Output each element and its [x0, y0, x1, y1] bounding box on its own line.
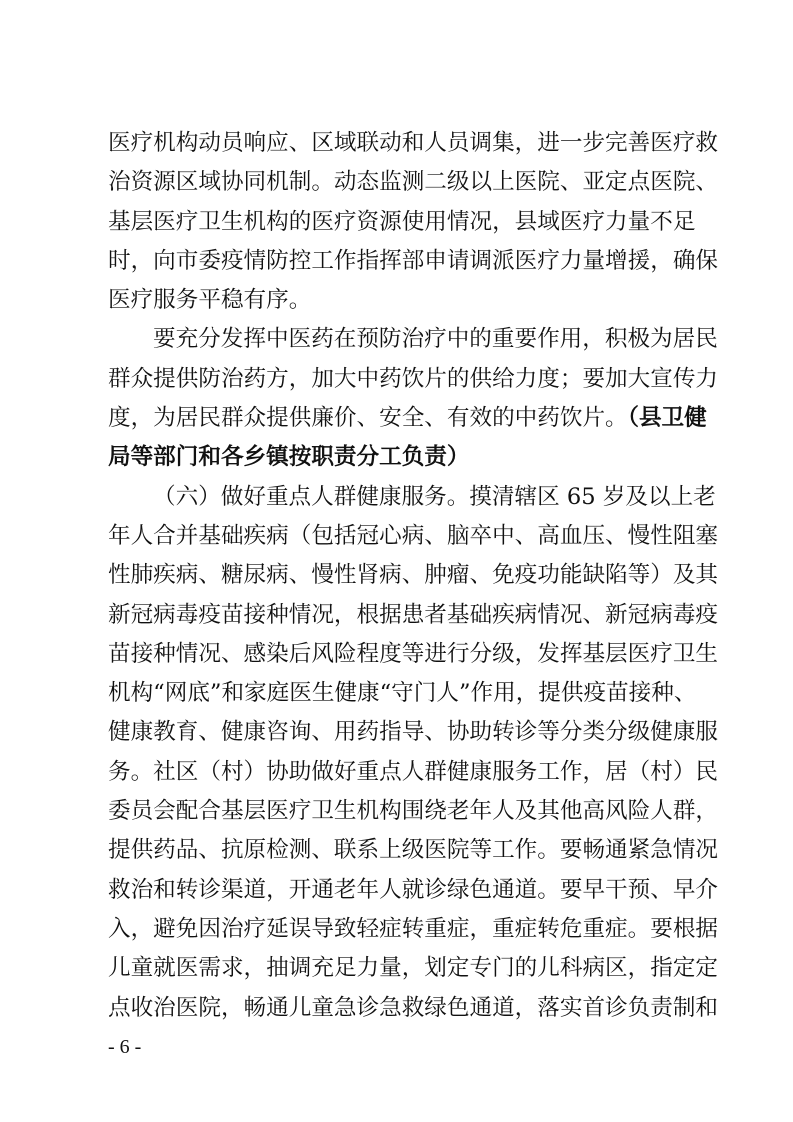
text-line: 年人合并基础疾病（包括冠心病、脑卒中、高血压、慢性阻塞: [108, 522, 719, 549]
text-line: 点收治医院，畅通儿童急诊急救绿色通道，落实首诊负责制和: [108, 994, 719, 1021]
text-line: 救治和转诊渠道，开通老年人就诊绿色通道。要早干预、早介: [108, 876, 719, 903]
text-line: 提供药品、抗原检测、联系上级医院等工作。要畅通紧急情况: [108, 837, 719, 864]
responsibility-note: 局等部门和各乡镇按职责分工负责）: [108, 444, 470, 471]
text-line-mixed: [108, 399, 707, 438]
text-line: 健康教育、健康咨询、用药指导、协助转诊等分类分级健康服: [108, 719, 719, 746]
text-line: 治资源区域协同机制。动态监测二级以上医院、亚定点医院、: [108, 169, 719, 196]
text-line: 医疗机构动员响应、区域联动和人员调集，进一步完善医疗救: [108, 130, 719, 156]
text-line: 机构“网底”和家庭医生健康“守门人”作用，提供疫苗接种、: [108, 680, 697, 707]
text-line: 医疗服务平稳有序。: [108, 287, 312, 314]
text-line: 务。社区（村）协助做好重点人群健康服务工作，居（村）民: [108, 758, 719, 785]
text-line: 要充分发挥中医药在预防治疗中的重要作用，积极为居民: [153, 326, 718, 353]
text-line: 性肺疾病、糖尿病、慢性肾病、肿瘤、免疫功能缺陷等）及其: [108, 562, 719, 589]
text-line: 群众提供防治药方，加大中药饮片的供给力度；要加大宣传力: [108, 365, 719, 392]
text-line: 儿童就医需求，抽调充足力量，划定专门的儿科病区，指定定: [108, 955, 719, 982]
responsibility-note: （县卫健: [627, 405, 707, 432]
text-segment: 度，为居民群众提供廉价、安全、有效的中药饮片。: [108, 405, 628, 432]
text-line: 入，避免因治疗延误导致轻症转重症，重症转危重症。要根据: [108, 915, 719, 942]
text-line: 委员会配合基层医疗卫生机构围绕老年人及其他高风险人群，: [108, 798, 719, 825]
section-heading-line: （六）做好重点人群健康服务。摸清辖区 65 岁及以上老: [153, 483, 716, 510]
text-line: 时，向市委疫情防控工作指挥部申请调派医疗力量增援，确保: [108, 247, 719, 274]
page-number: - 6 -: [108, 1036, 142, 1058]
text-line: 新冠病毒疫苗接种情况，根据患者基础疾病情况、新冠病毒疫: [108, 601, 719, 628]
text-line: 基层医疗卫生机构的医疗资源使用情况，县域医疗力量不足: [108, 208, 696, 235]
text-line: 苗接种情况、感染后风险程度等进行分级，发挥基层医疗卫生: [108, 640, 719, 667]
document-body: [108, 124, 719, 1028]
